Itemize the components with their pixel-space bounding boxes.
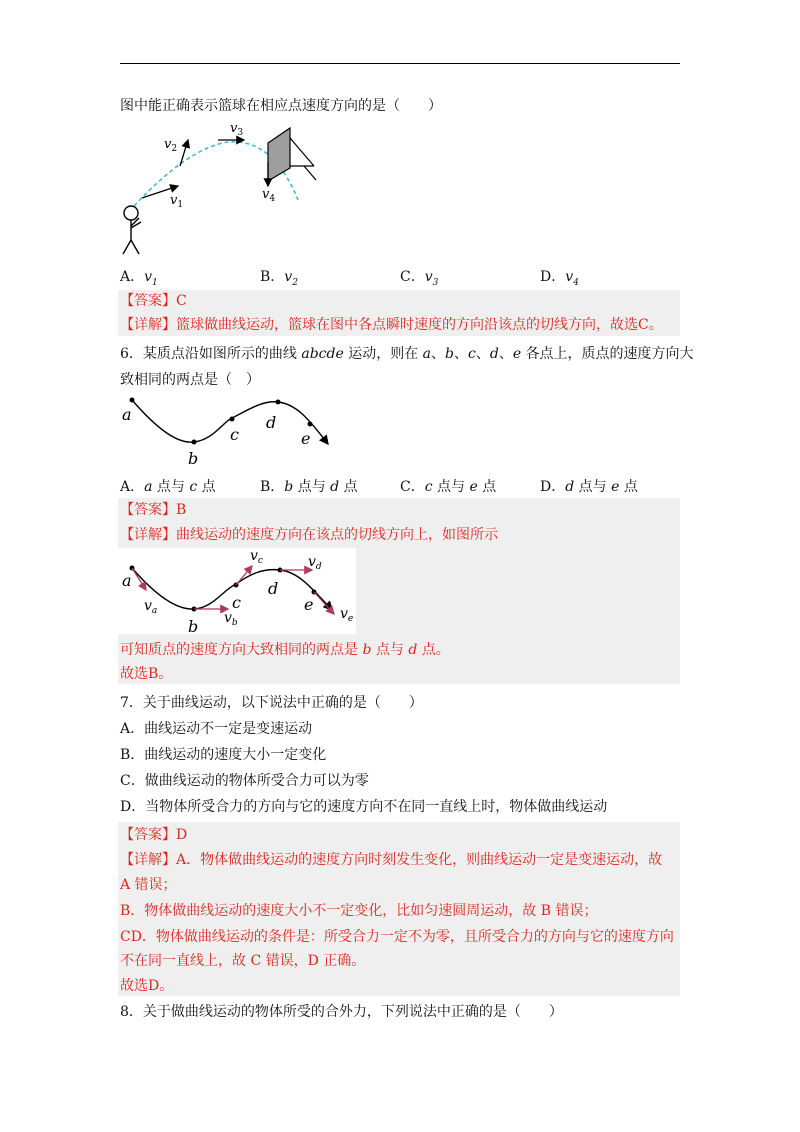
svg-text:a: a [122, 405, 132, 424]
svg-text:vc: $v_c$ [250, 548, 263, 566]
q8-stem: 8．关于做曲线运动的物体所受的合外力，下列说法中正确的是（ ） [120, 1004, 563, 1020]
q5-option-c: C．$v_3$ [400, 269, 439, 288]
svg-text:va: $v_a$ [144, 598, 158, 616]
svg-text:e: e [304, 595, 314, 614]
va-arrow [132, 568, 146, 590]
svg-text:v2: $v_2$ [164, 137, 178, 154]
svg-text:v4: $v_4$ [262, 187, 276, 204]
q7-option-a: A．曲线运动不一定是变速运动 [120, 721, 313, 737]
q7-option-d: D．当物体所受合力的方向与它的速度方向不在同一直线上时，物体做曲线运动 [120, 799, 608, 815]
q7-option-c: C．做曲线运动的物体所受合力可以为零 [120, 773, 369, 789]
svg-text:d: d [266, 413, 277, 432]
svg-text:vd: $v_d$ [308, 554, 322, 572]
q7-detail-line4: CD．物体做曲线运动的条件是：所受合力一定不为零，且所受合力的方向与它的速度方向 [120, 929, 674, 945]
q6-detail: 【详解】曲线运动的速度方向在该点的切线方向上，如图所示 [120, 527, 498, 543]
q6-option-c: C．c 点与 e 点 [400, 479, 497, 495]
q6-conclusion: 可知质点的速度方向大致相同的两点是 b 点与 d 点。 [120, 642, 450, 658]
q7-stem: 7．关于曲线运动，以下说法中正确的是（ ） [120, 695, 423, 711]
q6-curve-figure [118, 392, 348, 468]
q7-detail-line5: 不在同一直线上，故 C 错误，D 正确。 [120, 953, 366, 969]
q7-option-b: B．曲线运动的速度大小一定变化 [120, 747, 327, 763]
q6-solution-figure [118, 548, 356, 634]
q6-stem-line2: 致相同的两点是（ ） [120, 372, 260, 388]
svg-text:a: a [122, 571, 132, 590]
q7-detail-line1: 【详解】A．物体做曲线运动的速度方向时刻发生变化，则曲线运动一定是变速运动，故 [120, 852, 663, 868]
q7-detail-line3: B．物体做曲线运动的速度大小不一定变化，比如匀速圆周运动，故 B 错误； [120, 903, 598, 919]
backboard [268, 128, 290, 181]
svg-text:vb: $v_b$ [224, 610, 238, 628]
q6-answer: 【答案】B [120, 502, 187, 518]
svg-text:c: c [232, 593, 241, 612]
q6-option-a: A．a 点与 c 点 [120, 479, 216, 495]
q7-detail-line6: 故选D。 [120, 978, 174, 994]
svg-text:v3: $v_3$ [230, 121, 244, 138]
q5-option-d: D．$v_4$ [540, 269, 579, 288]
q7-detail-line2: A 错误； [120, 877, 177, 893]
q5-stem: 图中能正确表示篮球在相应点速度方向的是（ ） [120, 98, 442, 114]
q6-option-b: B．b 点与 d 点 [260, 479, 358, 495]
q6-choose: 故选B。 [120, 666, 173, 682]
q5-option-a: A．$v_1$ [120, 269, 158, 288]
player-head [124, 206, 138, 220]
header-rule [120, 63, 680, 64]
q5-basketball-figure [118, 118, 328, 258]
svg-text:b: b [188, 449, 199, 468]
svg-text:d: d [268, 579, 279, 598]
q6-option-d: D．d 点与 e 点 [540, 479, 638, 495]
svg-text:v1: $v_1$ [170, 193, 184, 210]
q5-detail: 【详解】篮球做曲线运动，篮球在图中各点瞬时速度的方向沿该点的切线方向，故选C。 [120, 317, 663, 333]
svg-text:ve: $v_e$ [340, 606, 354, 624]
svg-text:e: e [301, 429, 311, 448]
q5-answer: 【答案】C [120, 293, 187, 309]
svg-text:c: c [230, 425, 239, 444]
q7-answer: 【答案】D [120, 827, 188, 843]
q6-stem-line1: 6．某质点沿如图所示的曲线 abcde 运动，则在 a、b、c、d、e 各点上，质点的速度方向大 [120, 346, 694, 362]
ve-arrow [314, 592, 334, 614]
q5-option-b: B．$v_2$ [260, 269, 298, 288]
svg-text:b: b [188, 617, 199, 634]
